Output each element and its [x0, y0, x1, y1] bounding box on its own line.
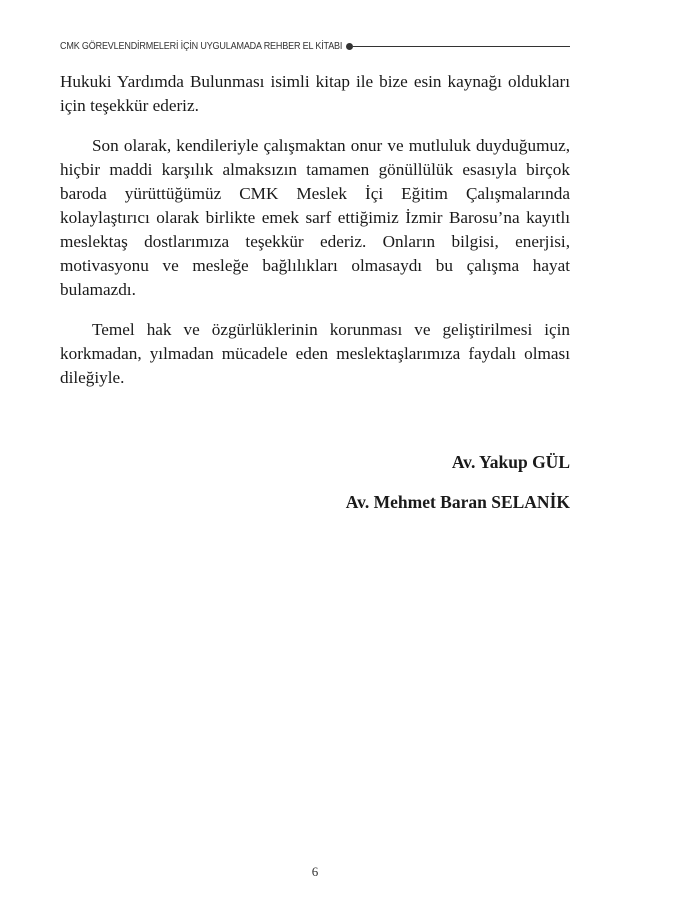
header-bullet-icon [346, 43, 353, 50]
signature-author-1: Av. Yakup GÜL [451, 452, 570, 472]
paragraph-acknowledgement: Son olarak, kendileriyle çalışmaktan onur ve mutluluk duyduğumuz, hiçbir maddi karşılık almaksızın tamamen gönüllülük esasıyla birçok baroda yürüttüğümüz CMK Meslek İçi Eğitim Çalışmalarında kolaylaştırıcı olarak birlikte emek sarf ettiğimiz İzmir Barosu’na kayıtlı meslektaş dostlarımıza teşekkür ederiz. Onların bilgisi, enerjisi, motivasyonu ve mesleğe bağlılıkları olmasaydı bu çalışma hayat bulamazdı. [60, 136, 570, 299]
paragraph-continuation: Hukuki Yardımda Bulunması isimli kitap ile bize esin kaynağı oldukları için teşekkür ederiz. [60, 72, 570, 115]
running-header [60, 38, 570, 54]
header-rule [353, 46, 570, 47]
paragraph-closing: Temel hak ve özgürlüklerinin korunması ve geliştirilmesi için korkmadan, yılmadan mücadele eden meslektaşlarımıza faydalı olması dileğiyle. [60, 320, 570, 387]
running-header-title: CMK GÖREVLENDİRMELERİ İÇİN UYGULAMADA REHBER EL KİTABI [60, 40, 343, 52]
body-text [60, 70, 570, 406]
signature-author-2: Av. Mehmet Baran SELANİK [345, 492, 570, 512]
signature-block [346, 450, 570, 530]
page-number: 6 [311, 864, 319, 879]
